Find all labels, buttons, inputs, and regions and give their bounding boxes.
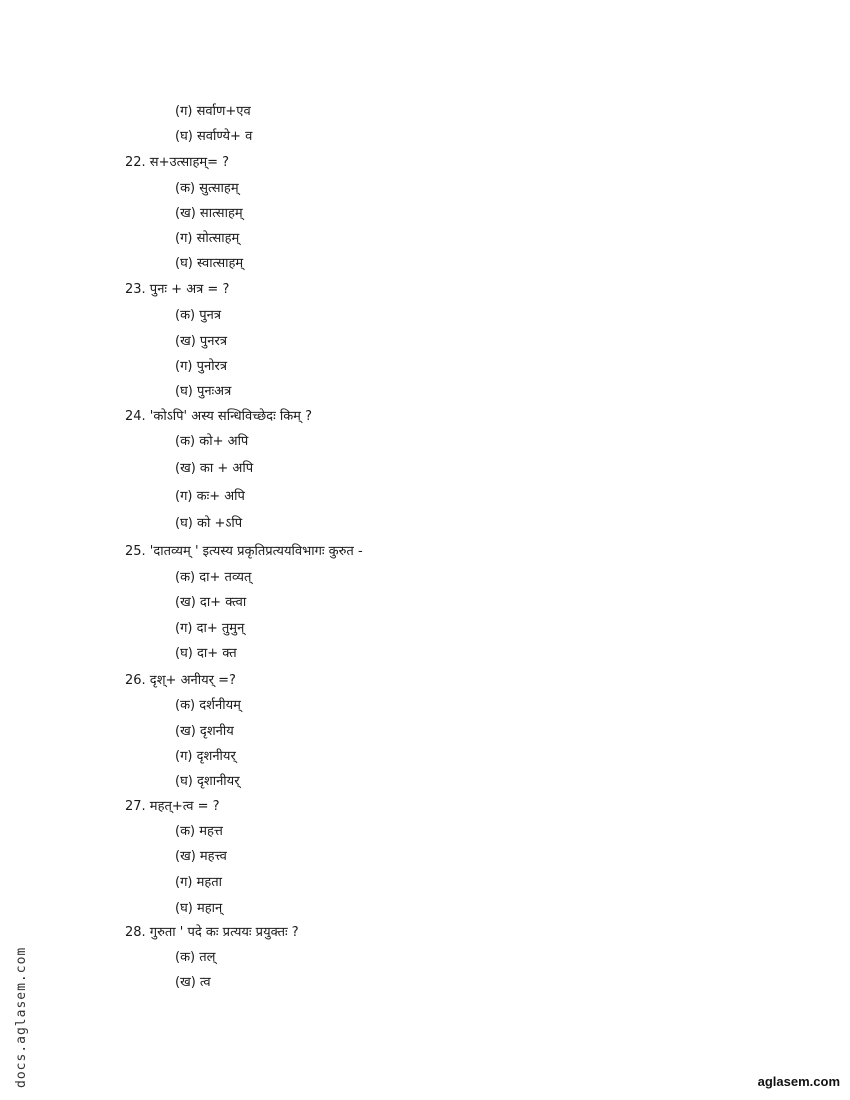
question-28: 28. गुरुता ' पदे कः प्रत्ययः प्रयुक्तः ?: [125, 925, 299, 940]
option-ga: (ग) दा+ तुमुन्: [175, 621, 245, 636]
side-watermark: docs.aglasem.com: [14, 946, 29, 1088]
option-gha: (घ) सर्वाण्ये+ व: [175, 129, 253, 144]
option-ga: (ग) महता: [175, 875, 223, 890]
option-ga: (ग) दृशनीयर्: [175, 749, 236, 764]
option-ka: (क) सुत्साहम्: [175, 181, 239, 196]
option-ka: (क) पुनत्र: [175, 308, 222, 323]
option-gha: (घ) को +ऽपि: [175, 516, 243, 531]
option-kha: (ख) सात्साहम्: [175, 206, 243, 221]
option-ga: (ग) सोत्साहम्: [175, 231, 240, 246]
option-ka: (क) को+ अपि: [175, 434, 249, 449]
option-ga: (ग) कः+ अपि: [175, 489, 245, 504]
option-kha: (ख) महत्त्व: [175, 849, 227, 864]
option-kha: (ख) पुनरत्र: [175, 334, 228, 349]
option-gha: (घ) स्वात्साहम्: [175, 256, 244, 271]
option-kha: (ख) दृशनीय: [175, 724, 234, 739]
option-ga: (ग) सर्वाण+एव: [175, 104, 251, 119]
option-ka: (क) दर्शनीयम्: [175, 698, 241, 713]
option-ka: (क) महत्त: [175, 824, 223, 839]
question-25: 25. 'दातव्यम् ' इत्यस्य प्रकृतिप्रत्ययविभागः कुरुत -: [125, 544, 363, 559]
option-ga: (ग) पुनोरत्र: [175, 359, 228, 374]
footer-brand-link[interactable]: aglasem.com: [757, 1074, 840, 1089]
option-kha: (ख) त्व: [175, 975, 211, 990]
question-27: 27. महत्+त्व = ?: [125, 799, 220, 814]
option-ka: (क) दा+ तव्यत्: [175, 570, 252, 585]
question-26: 26. दृश्+ अनीयर् =?: [125, 673, 236, 688]
option-gha: (घ) पुनःअत्र: [175, 384, 232, 399]
question-23: 23. पुनः + अत्र = ?: [125, 282, 230, 297]
option-kha: (ख) का + अपि: [175, 461, 254, 476]
option-ka: (क) तल्: [175, 950, 216, 965]
option-kha: (ख) दा+ क्त्वा: [175, 595, 247, 610]
question-24: 24. 'कोऽपि' अस्य सन्धिविच्छेदः किम् ?: [125, 409, 312, 424]
option-gha: (घ) दृशानीयर्: [175, 774, 240, 789]
option-gha: (घ) दा+ क्त: [175, 646, 237, 661]
option-gha: (घ) महान्: [175, 901, 223, 916]
question-22: 22. स+उत्साहम्= ?: [125, 155, 230, 170]
